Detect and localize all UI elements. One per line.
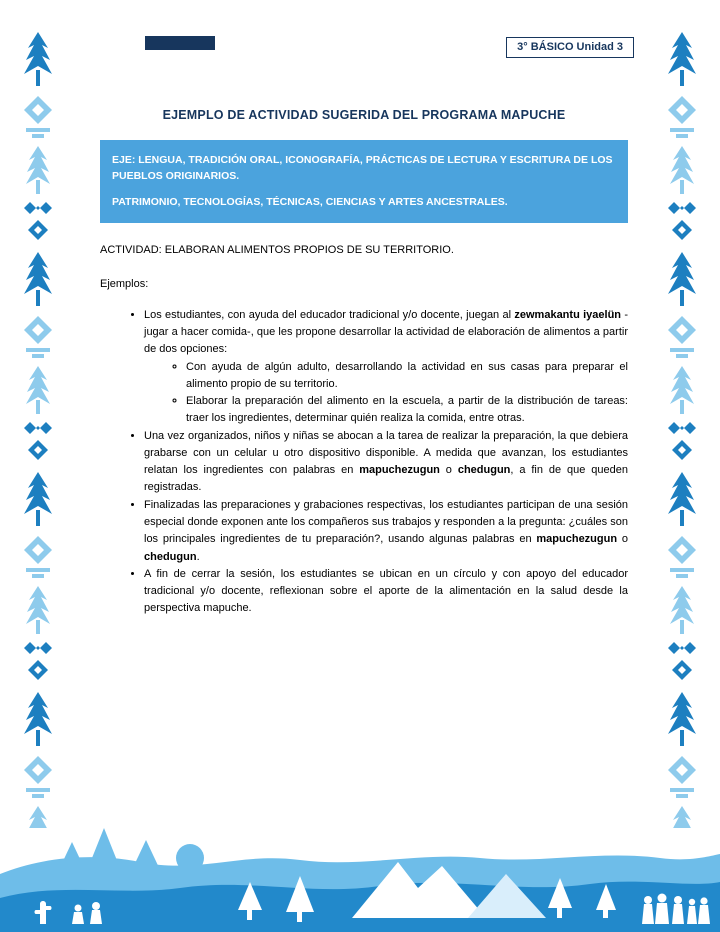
eje-line-2: PATRIMONIO, TECNOLOGÍAS, TÉCNICAS, CIENCIAS Y ARTES ANCESTRALES. [112, 195, 508, 208]
sub-bullet-item [186, 359, 628, 394]
text-segment: Finalizadas las preparaciones y grabaciones respectivas, los estudiantes participan de una sesión especial donde exponen ante los compañeros sus trabajos y responden a la pregunta: ¿cuáles son los principales ingredientes de tu preparación?, usando algunas palabras en [144, 498, 628, 546]
mapuche-pattern-right-border [660, 28, 704, 828]
text-segment: Una vez organizados, niños y niñas se abocan a la tarea de realizar la preparación, la que debiera grabarse con un celular u otro dispositivo disponible. A medida que avanzan, los estudiantes relatan los ingredientes con palabras en [144, 429, 628, 477]
text-segment: Elaborar la preparación del alimento en la escuela, a partir de la distribución de tareas: traer los ingredientes, determinar quién realiza la comida, entre otras. [186, 395, 628, 425]
bullet-item [144, 307, 628, 428]
text-segment: A fin de cerrar la sesión, los estudiantes se ubican en un círculo y con apoyo del educador tradicional y/o docente, reflexionan sobre el aporte de la alimentación en la salud desde la perspectiva mapuche. [144, 567, 628, 615]
mapuche-pattern-icon [660, 28, 704, 828]
activity-label: ACTIVIDAD: ELABORAN ALIMENTOS PROPIOS DE SU TERRITORIO. [100, 243, 454, 256]
document-content [100, 108, 628, 618]
eje-line-1: EJE: LENGUA, TRADICIÓN ORAL, ICONOGRAFÍA, PRÁCTICAS DE LECTURA Y ESCRITURA DE LOS PUEBLOS ORIGINARIOS. [112, 154, 613, 183]
bold-term: mapuchezugun [536, 533, 618, 546]
text-segment: -jugar a hacer comida-, que les propone desarrollar la actividad de elaboración de alimentos a partir de dos opciones: [144, 308, 628, 356]
mapuche-pattern-left-border [16, 28, 60, 828]
bullet-item [144, 428, 628, 497]
unit-badge: 3° BÁSICO Unidad 3 [506, 37, 634, 58]
sub-bullet-list [144, 359, 628, 428]
text-segment: . [196, 550, 200, 563]
bold-term: chedugun [457, 464, 511, 477]
mapuche-pattern-icon [16, 28, 60, 828]
examples-list [100, 307, 628, 618]
bold-term: zewmakantu iyaelün [514, 308, 622, 321]
text-segment: Con ayuda de algún adulto, desarrollando la actividad en sus casas para preparar el alimento propio de su territorio. [186, 360, 628, 390]
footer-landscape-art [0, 812, 720, 932]
page-title: EJEMPLO DE ACTIVIDAD SUGERIDA DEL PROGRAMA MAPUCHE [162, 108, 566, 122]
bold-term: chedugun [144, 550, 197, 563]
text-segment: Los estudiantes, con ayuda del educador tradicional y/o docente, juegan al [144, 308, 515, 321]
text-segment: , a fin de que queden registradas. [144, 464, 628, 494]
logo-mark [145, 36, 215, 50]
text-segment: o [439, 464, 458, 477]
text-segment: o [617, 533, 628, 546]
eje-box [100, 140, 628, 223]
bullet-item [144, 497, 628, 566]
landscape-illustration-icon [0, 812, 720, 932]
sub-bullet-item [186, 393, 628, 428]
bullet-item [144, 566, 628, 618]
bold-term: mapuchezugun [359, 464, 440, 477]
examples-label: Ejemplos: [100, 277, 149, 290]
